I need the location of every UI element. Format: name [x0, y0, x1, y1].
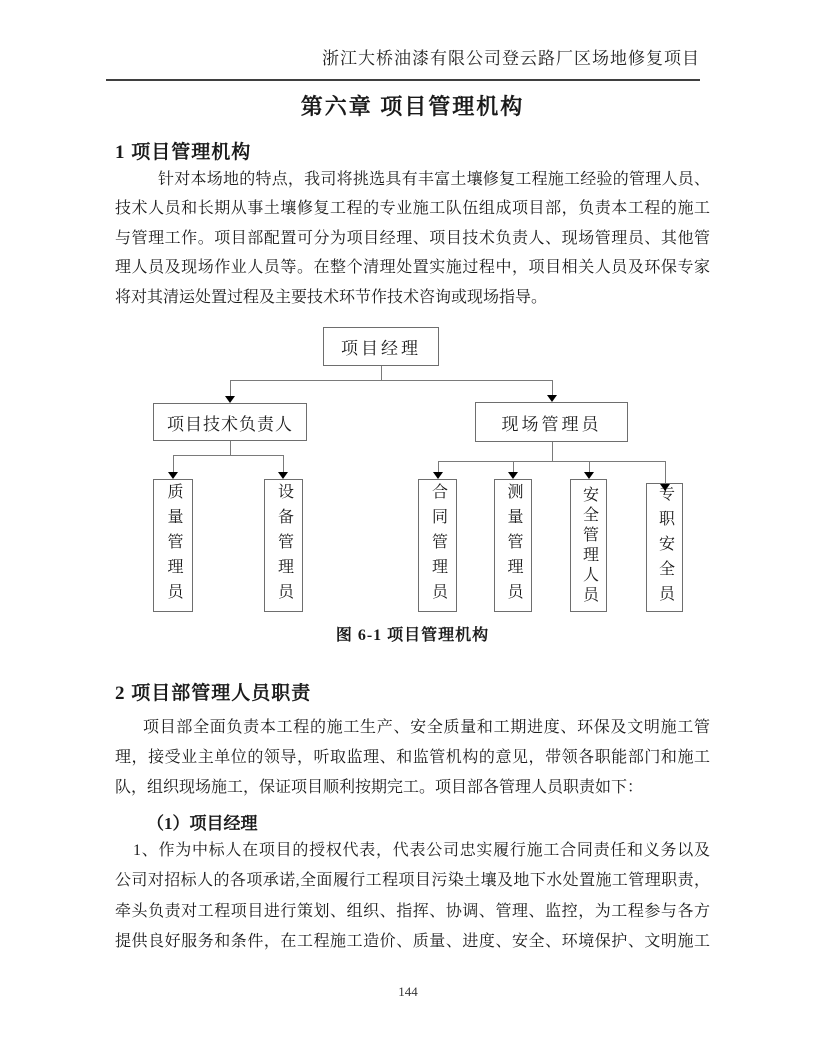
paragraph-line: 理，接受业主单位的领导，听取监理、和监管机构的意见，带领各职能部门和施工	[115, 749, 710, 766]
orgchart-box-label: 设备管理员	[275, 483, 293, 608]
orgchart-connector	[513, 461, 514, 472]
orgchart-connector	[230, 380, 231, 397]
arrow-down-icon	[168, 472, 178, 479]
orgchart-box-label: 合同管理员	[429, 483, 447, 608]
figure-caption: 图 6-1 项目管理机构	[335, 627, 490, 644]
orgchart-connector	[381, 366, 382, 380]
orgchart-box-safety-management	[570, 479, 607, 612]
orgchart-connector	[438, 461, 665, 462]
section1-paragraph	[115, 165, 710, 312]
page-header-text: 浙江大桥油漆有限公司登云路厂区场地修复项目	[322, 49, 700, 68]
paragraph-line: 项目部全面负责本工程的施工生产、安全质量和工期进度、环保及文明施工管	[143, 719, 710, 736]
arrow-down-icon	[547, 395, 557, 402]
orgchart-box-label: 安全管理人员	[580, 485, 598, 606]
orgchart-box-equipment-manager	[264, 479, 303, 612]
paragraph-line: 提供良好服务和条件，在工程施工造价、质量、进度、安全、环境保护、文明施工	[115, 933, 710, 951]
orgchart-connector	[438, 461, 439, 472]
arrow-down-icon	[225, 396, 235, 403]
section2-paragraph2	[115, 836, 710, 958]
orgchart-box-dedicated-safety	[646, 483, 683, 612]
arrow-down-icon	[433, 472, 443, 479]
paragraph-line: 公司对招标人的各项承诺,全面履行工程项目污染土壤及地下水处置施工管理职责，	[115, 872, 710, 890]
section1-heading: 1 项目管理机构	[115, 142, 252, 163]
arrow-down-icon	[508, 472, 518, 479]
paragraph-line: 队，组织现场施工，保证项目顺利按期完工。项目部各管理人员职责如下：	[115, 779, 644, 796]
orgchart-box-site-manager: 现场管理员	[475, 402, 628, 442]
orgchart-box-quality-manager	[153, 479, 193, 612]
section2-paragraph1	[115, 713, 710, 803]
orgchart-box-project-manager: 项目经理	[323, 327, 439, 366]
paragraph-line: 针对本场地的特点，我司将挑选具有丰富土壤修复工程施工经验的管理人员、	[158, 171, 710, 188]
paragraph-line: 牵头负责对工程项目进行策划、组织、指挥、协调、管理、监控，为工程参与各方	[115, 902, 710, 920]
paragraph-line: 技术人员和长期从事土壤修复工程的专业施工队伍组成项目部，负责本工程的施工	[115, 200, 710, 218]
paragraph-line: 1、作为中标人在项目的授权代表，代表公司忠实履行施工合同责任和义务以及	[133, 842, 710, 859]
orgchart-connector	[173, 455, 283, 456]
arrow-down-icon	[584, 472, 594, 479]
orgchart-box-contract-manager	[418, 479, 457, 612]
orgchart-box-label: 专职安全员	[656, 485, 674, 610]
orgchart-connector	[230, 441, 231, 455]
orgchart-box-survey-manager	[494, 479, 532, 612]
section2-subheading: （1）项目经理	[147, 814, 258, 833]
orgchart-box-technical-lead: 项目技术负责人	[153, 403, 307, 441]
header-rule	[106, 79, 700, 81]
section2-heading: 2 项目部管理人员职责	[115, 683, 312, 704]
orgchart-box-label: 测量管理员	[505, 483, 522, 608]
orgchart-connector	[552, 380, 553, 396]
arrow-down-icon	[660, 484, 670, 491]
paragraph-line: 将对其清运处置过程及主要技术环节作技术咨询或现场指导。	[115, 288, 548, 306]
paragraph-line: 与管理工作。项目部配置可分为项目经理、项目技术负责人、现场管理员、其他管	[115, 229, 710, 247]
orgchart-connector	[230, 380, 553, 381]
page-number: 144	[398, 984, 418, 999]
paragraph-line: 理人员及现场作业人员等。在整个清理处置实施过程中，项目相关人员及环保专家	[115, 259, 710, 277]
orgchart-connector	[589, 461, 590, 472]
chapter-title: 第六章 项目管理机构	[300, 94, 525, 119]
orgchart-box-label: 质量管理员	[165, 483, 182, 608]
orgchart-connector	[283, 455, 284, 472]
orgchart-connector	[665, 461, 666, 484]
orgchart-connector	[552, 442, 553, 461]
orgchart-connector	[173, 455, 174, 472]
arrow-down-icon	[278, 472, 288, 479]
